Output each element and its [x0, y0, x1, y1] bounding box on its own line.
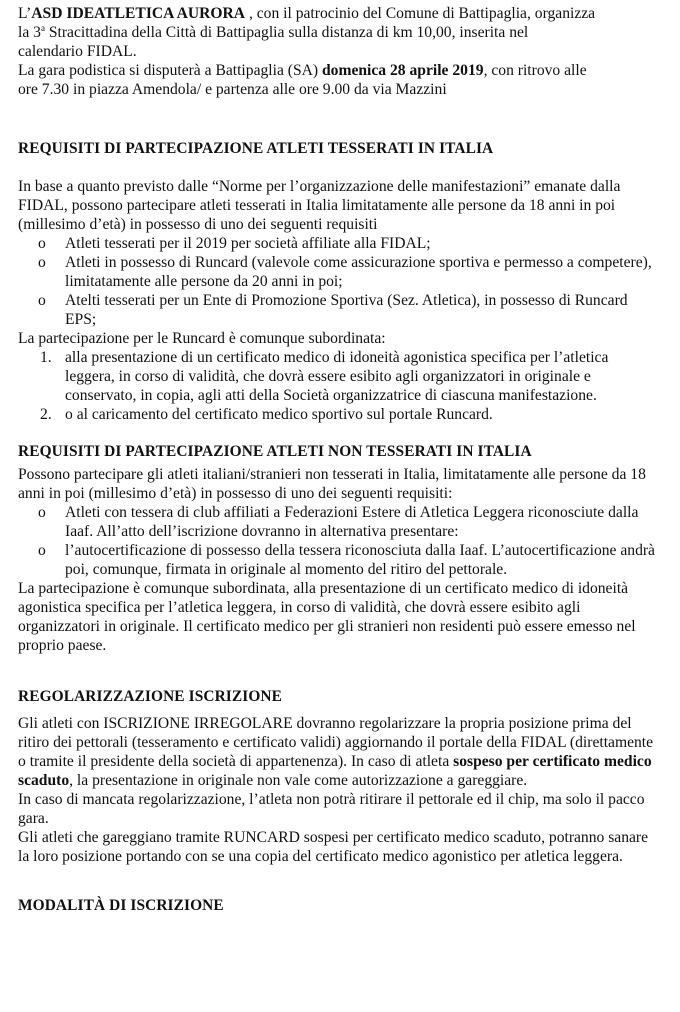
- list-item-text: Atleti in possesso di Runcard (valevole come assicurazione sportiva e permesso a competere), limitatamente alle persone da 20 anni in poi;: [65, 254, 652, 290]
- intro-line-2: [18, 23, 662, 42]
- paragraph-text: Gli atleti con ISCRIZIONE IRREGOLARE dovranno regolarizzare la propria posizione prima del ritiro dei pettorali (tesseramento e certificato validi) aggiornando il portale della FIDAL (direttamente o tramite il presidente della società di appartenenza). In caso di atleta: [18, 715, 654, 770]
- section-regolarizzazione: [18, 687, 662, 866]
- section-heading: REQUISITI DI PARTECIPAZIONE ATLETI NON TESSERATI IN ITALIA: [18, 443, 532, 460]
- list-item: [18, 541, 662, 579]
- list-item: [18, 348, 662, 405]
- section-paragraph: In base a quanto previsto dalle “Norme per l’organizzazione delle manifestazioni” emanate dalla FIDAL, possono partecipare atleti tesserati in Italia limitatamente alle persone da 18 anni in poi (millesimo d’età) in possesso di uno dei seguenti requisiti: [18, 178, 621, 233]
- intro-line-3: calendario FIDAL.: [18, 43, 137, 60]
- intro-text: Stracittadina della Città di Battipaglia sulla distanza di km 10,00, inserita nel: [44, 24, 529, 41]
- conditions-list: [18, 348, 662, 424]
- list-number: 2.: [40, 406, 52, 423]
- bullet-marker: o: [38, 504, 46, 521]
- race-date: domenica 28 aprile 2019: [322, 62, 484, 79]
- requirements-list: [18, 234, 662, 329]
- intro-block: [18, 4, 662, 99]
- list-item-text: alla presentazione di un certificato medico di idoneità agonistica specifica per l’atletica leggera, in corso di validità, che dovrà essere esibito agli organizzatori in originale e conservato, in copia, agli atti della Società organizzatrice di ciascuna manifestazione.: [65, 349, 609, 404]
- intro-line-1: [18, 4, 662, 23]
- list-item-text: Atleti tesserati per il 2019 per società affiliate alla FIDAL;: [65, 235, 431, 252]
- requirements-list: [18, 503, 662, 579]
- section-heading: MODALITÀ DI ISCRIZIONE: [18, 897, 224, 914]
- list-item-text: Atleti con tessera di club affiliati a Federazioni Estere di Atletica Leggera riconosciute dalla Iaaf. All’atto dell’iscrizione dovranno in alternativa presentare:: [65, 504, 639, 540]
- bullet-marker: o: [38, 292, 46, 309]
- section-paragraph: [18, 714, 662, 790]
- list-item: [18, 253, 662, 291]
- list-number: 1.: [40, 349, 52, 366]
- ordinal-superscript: a: [40, 22, 45, 33]
- list-item: [18, 405, 662, 424]
- intro-line-4: [18, 61, 662, 80]
- organizer-name: ASD IDEATLETICA AURORA: [31, 5, 246, 22]
- section-paragraph: Gli atleti che gareggiano tramite RUNCARD sospesi per certificato medico scaduto, potranno sanare la loro posizione portando con se una copia del certificato medico agonistico per atletica leggera.: [18, 829, 649, 865]
- bullet-marker: o: [38, 542, 46, 559]
- intro-text: L’: [18, 5, 32, 22]
- section-paragraph: Possono partecipare gli atleti italiani/stranieri non tesserati in Italia, limitatamente alle persone da 18 anni in poi (millesimo d’età) in possesso di uno dei seguenti requisiti:: [18, 466, 646, 502]
- section-heading: REGOLARIZZAZIONE ISCRIZIONE: [18, 688, 282, 705]
- section-heading: REQUISITI DI PARTECIPAZIONE ATLETI TESSERATI IN ITALIA: [18, 140, 494, 157]
- emphasis-text: sospeso per certificato medico scaduto: [18, 753, 652, 789]
- section-paragraph: La partecipazione per le Runcard è comunque subordinata:: [18, 330, 386, 347]
- section-modalita: [18, 896, 662, 915]
- intro-line-5: ore 7.30 in piazza Amendola/ e partenza alle ore 9.00 da via Mazzini: [18, 81, 447, 98]
- list-item: [18, 234, 662, 253]
- intro-text: , con il patrocinio del Comune di Battipaglia, organizza: [245, 5, 596, 22]
- list-item: [18, 291, 662, 329]
- list-item-text: Atelti tesserati per un Ente di Promozione Sportiva (Sez. Atletica), in possesso di Runcard EPS;: [65, 292, 628, 328]
- section-paragraph: In caso di mancata regolarizzazione, l’atleta non potrà ritirare il pettorale ed il chip, ma solo il pacco gara.: [18, 791, 645, 827]
- section-non-tesserati: [18, 442, 662, 655]
- intro-text: La gara podistica si disputerà a Battipaglia (SA): [18, 62, 322, 79]
- section-tesserati: [18, 139, 662, 424]
- list-item-text: l’autocertificazione di possesso della tessera riconosciuta dalla Iaaf. L’autocertificazione andrà poi, comunque, firmata in originale al momento del ritiro del pettorale.: [65, 542, 655, 578]
- bullet-marker: o: [38, 254, 46, 271]
- paragraph-text: , la presentazione in originale non vale come autorizzazione a gareggiare.: [69, 772, 528, 789]
- list-item-text: o al caricamento del certificato medico sportivo sul portale Runcard.: [65, 406, 493, 423]
- intro-text: la 3: [18, 24, 41, 41]
- bullet-marker: o: [38, 235, 46, 252]
- list-item: [18, 503, 662, 541]
- intro-text: , con ritrovo alle: [483, 62, 587, 79]
- section-paragraph: La partecipazione è comunque subordinata, alla presentazione di un certificato medico di idoneità agonistica specifica per l’atletica leggera, in corso di validità, che dovrà essere esibito agli organizzatori in originale. Il certificato medico per gli stranieri non residenti può essere emesso nel proprio paese.: [18, 580, 636, 654]
